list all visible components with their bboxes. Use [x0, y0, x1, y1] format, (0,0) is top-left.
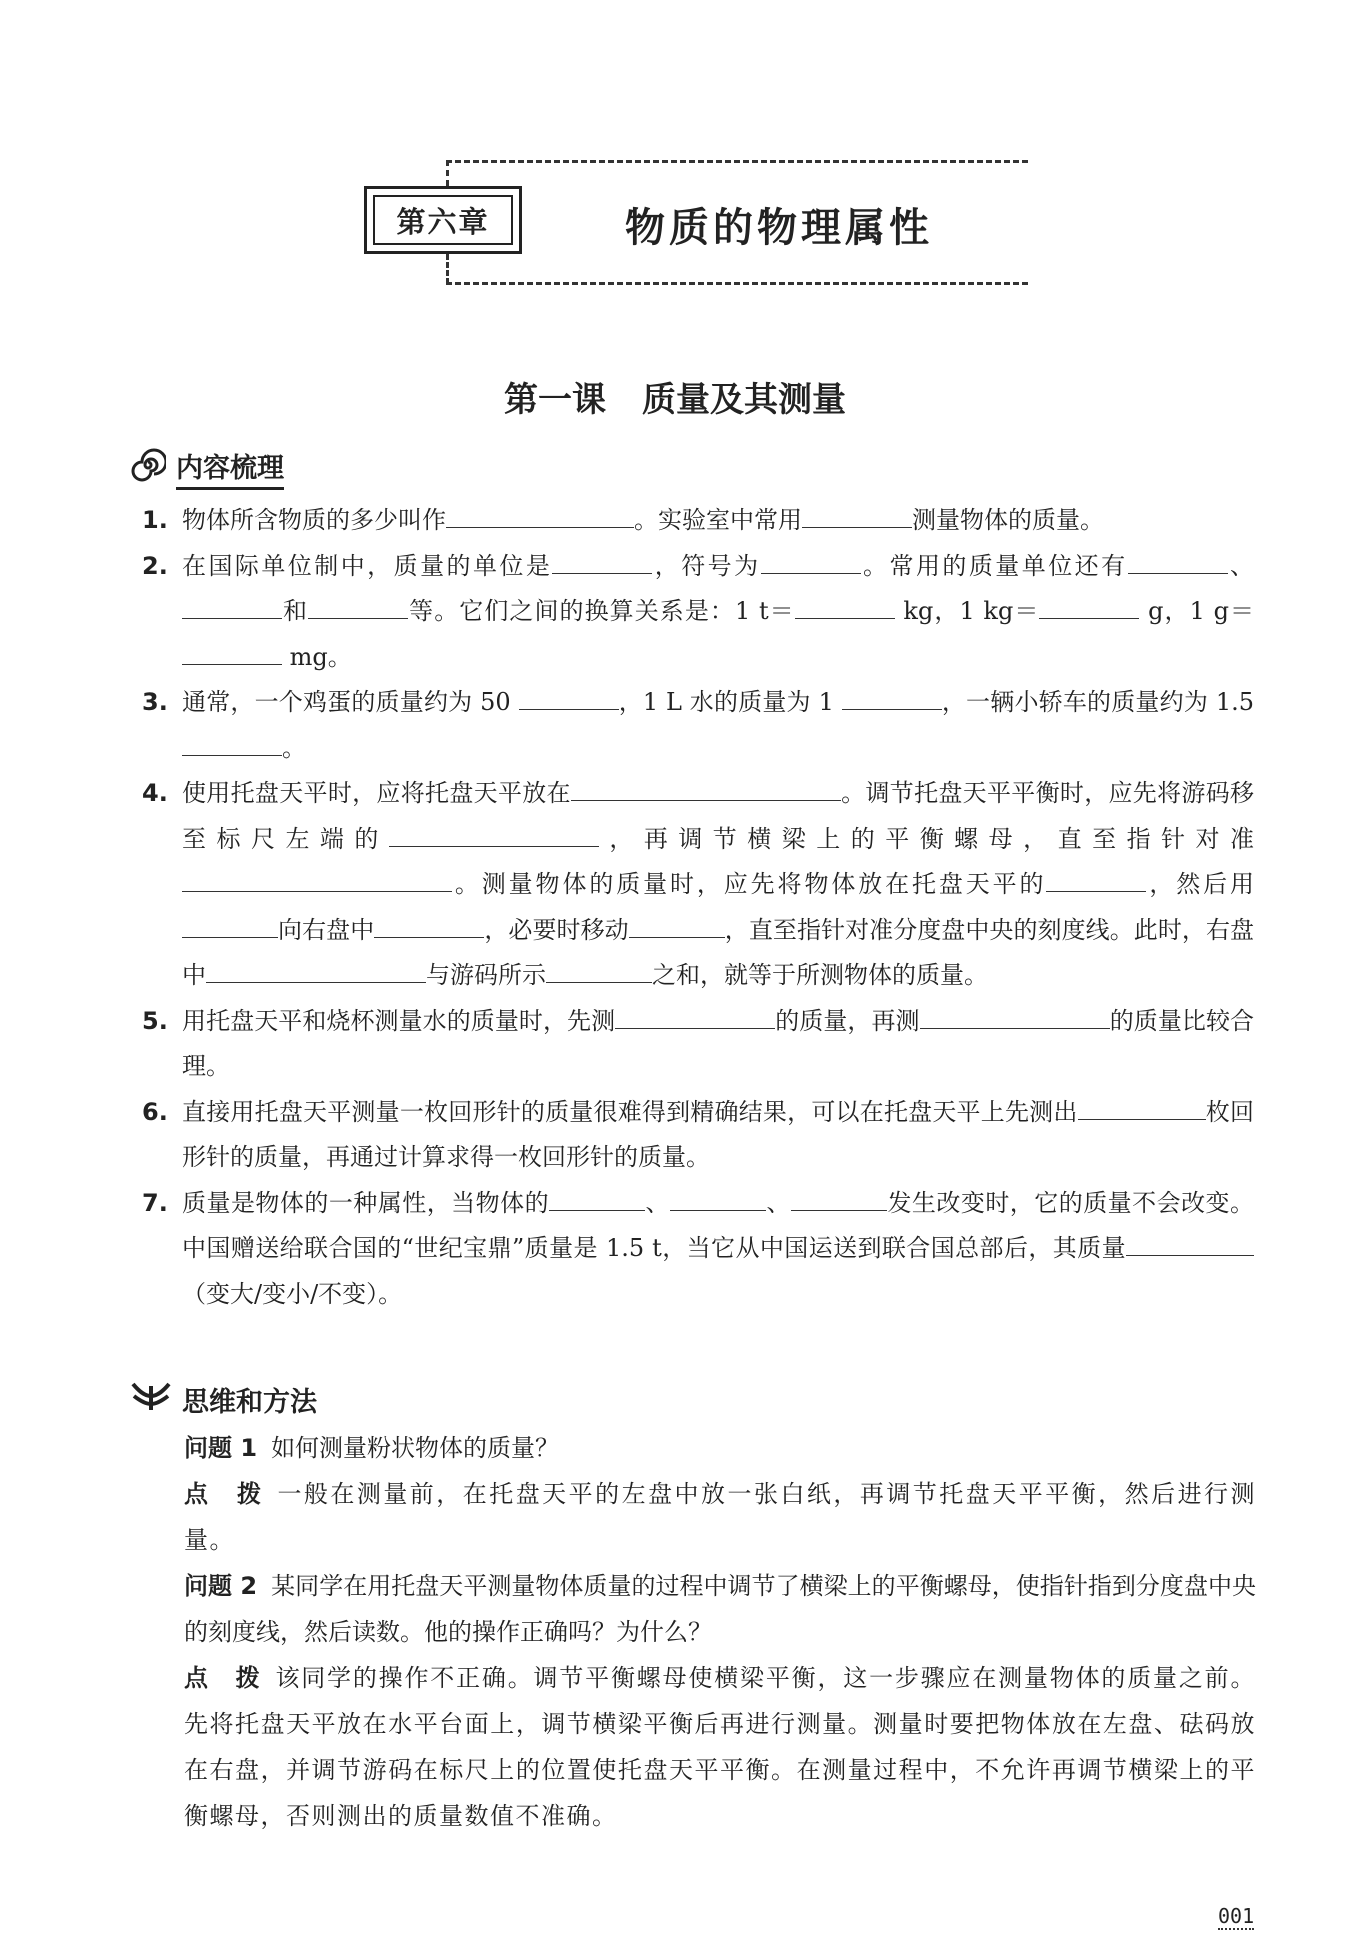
answer-blank[interactable] [549, 1182, 645, 1211]
question-2 [130, 1563, 1256, 1655]
answer-blank[interactable] [920, 1000, 1110, 1029]
hint-2 [130, 1655, 1256, 1839]
item-text: ，必要时移动 [484, 915, 629, 944]
chapter-frame-left-top [446, 160, 449, 186]
chapter-label: 第六章 [373, 195, 513, 245]
item-text: 质量是物体的一种属性，当物体的 [182, 1188, 550, 1217]
answer-blank[interactable] [546, 954, 652, 983]
list-item [142, 1090, 1254, 1181]
section-title-content: 内容梳理 [176, 446, 284, 490]
list-item [142, 1181, 1254, 1318]
item-text: 的质量，再测 [775, 1006, 920, 1035]
item-number: 3. [142, 688, 168, 716]
lesson-label: 第一课 [504, 380, 606, 420]
item-text: 、 [645, 1188, 671, 1217]
answer-blank[interactable] [519, 681, 619, 710]
item-text: ，符号为 [652, 551, 761, 580]
item-text: 。 [282, 733, 306, 762]
question-1 [130, 1425, 1256, 1471]
list-item [142, 544, 1254, 681]
answer-blank[interactable] [842, 681, 942, 710]
list-item [142, 680, 1254, 771]
item-text: 使用托盘天平时，应将托盘天平放在 [182, 779, 571, 807]
item-number: 1. [142, 506, 168, 534]
hint-text: 该同学的操作不正确。调节平衡螺母使横梁平衡，这一步骤应在测量物体的质量之前。先将托盘天平放在水平台面上，调节横梁平衡后再进行测量。测量时要把物体放在左盘、砝码放在右盘，并调节游码在标尺上的位置使托盘天平平衡。在测量过程中，不允许再调节横梁上的平衡螺母，否则测出的质量数值不准确。 [184, 1664, 1256, 1830]
item-text: 。常用的质量单位还有 [860, 551, 1128, 580]
question-label: 问题 1 [184, 1434, 258, 1462]
chapter-label-box [364, 186, 522, 254]
item-text: 在国际单位制中，质量的单位是 [182, 551, 553, 580]
answer-blank[interactable] [1128, 545, 1228, 574]
item-text: ，再调节横梁上的平衡螺母，直至指针对准 [598, 824, 1255, 853]
item-text: ，直至指针对准分度盘中央的刻度线。此时，右盘中 [182, 915, 1255, 989]
item-number: 5. [142, 1006, 168, 1035]
page-number: 001 [1218, 1904, 1255, 1928]
item-number: 2. [142, 551, 168, 580]
item-text: 发生改变时，它的质量不会改变。中国赠送给联合国的“世纪宝鼎”质量是 1.5 t，当它从中国运送到联合国总部后，其质量 [182, 1188, 1255, 1262]
chapter-frame-bottom [446, 282, 1028, 285]
answer-blank[interactable] [1039, 590, 1139, 619]
hint-1 [130, 1471, 1256, 1563]
answer-blank[interactable] [1126, 1227, 1254, 1256]
list-item [142, 771, 1254, 999]
item-text: 测量物体的质量。 [912, 506, 1104, 534]
item-text: g，1 g＝ [1139, 597, 1254, 625]
item-text: ，一辆小轿车的质量约为 1.5 [941, 688, 1255, 716]
item-text: 物体所含物质的多少叫作 [182, 506, 446, 534]
answer-blank[interactable] [374, 909, 484, 938]
answer-blank[interactable] [571, 772, 841, 801]
answer-blank[interactable] [802, 499, 912, 528]
hint-text: 一般在测量前，在托盘天平的左盘中放一张白纸，再调节托盘天平平衡，然后进行测量。 [184, 1480, 1257, 1554]
item-text: 之和，就等于所测物体的质量。 [652, 961, 988, 989]
item-number: 6. [142, 1097, 168, 1126]
answer-blank[interactable] [1078, 1091, 1206, 1120]
item-text: 直接用托盘天平测量一枚回形针的质量很难得到精确结果，可以在托盘天平上先测出 [182, 1097, 1078, 1126]
chapter-title: 物质的物理属性 [625, 204, 933, 251]
answer-blank[interactable] [761, 545, 861, 574]
item-text: 用托盘天平和烧杯测量水的质量时，先测 [182, 1006, 616, 1035]
item-number: 7. [142, 1188, 168, 1217]
answer-blank[interactable] [1046, 863, 1146, 892]
answer-blank[interactable] [670, 1182, 766, 1211]
hint-label: 点 拨 [184, 1664, 262, 1692]
item-text: 向右盘中 [278, 915, 375, 944]
item-number: 4. [142, 779, 168, 807]
item-text: 通常，一个鸡蛋的质量约为 50 [182, 688, 519, 716]
chapter-frame-top [446, 160, 1028, 163]
item-text: 、 [1227, 551, 1255, 580]
question-text: 如何测量粉状物体的质量？ [271, 1434, 560, 1462]
lesson-title [0, 372, 1350, 421]
answer-blank[interactable] [206, 954, 426, 983]
answer-blank[interactable] [182, 727, 282, 756]
item-text: mg。 [282, 642, 352, 671]
chapter-frame-left-bottom [446, 254, 449, 284]
method-section [130, 1425, 1256, 1839]
answer-blank[interactable] [389, 818, 599, 847]
answer-blank[interactable] [182, 909, 278, 938]
item-text: 等。它们之间的换算关系是：1 t＝ [408, 597, 795, 625]
item-text: 和 [282, 597, 309, 625]
item-text: ，1 L 水的质量为 1 [618, 688, 842, 716]
answer-blank[interactable] [795, 590, 895, 619]
answer-blank[interactable] [446, 499, 634, 528]
item-text: 枚回形针的质量，再通过计算求得一枚回形针的质量。 [182, 1097, 1255, 1171]
section-title-method: 思维和方法 [182, 1387, 317, 1418]
answer-blank[interactable] [552, 545, 652, 574]
list-item [142, 498, 1254, 544]
item-text: 。调节托盘天平平衡时，应先将游码移至标尺左端的 [182, 779, 1255, 853]
item-text: 。测量物体的质量时，应先将物体放在托盘天平的 [452, 870, 1047, 898]
item-text: ，然后用 [1146, 870, 1255, 898]
answer-blank[interactable] [308, 590, 408, 619]
answer-blank[interactable] [182, 863, 452, 892]
item-text: 。实验室中常用 [634, 506, 802, 534]
question-label: 问题 2 [184, 1572, 258, 1600]
answer-blank[interactable] [615, 1000, 775, 1029]
lesson-name: 质量及其测量 [642, 380, 846, 420]
spiral-icon [130, 447, 166, 490]
section-heading-content [130, 446, 284, 490]
item-text: kg，1 kg＝ [894, 597, 1040, 625]
item-text: 、 [766, 1188, 791, 1217]
plant-sprout-icon [130, 1380, 172, 1419]
answer-blank[interactable] [791, 1182, 887, 1211]
list-item [142, 999, 1254, 1090]
hint-label: 点 拨 [184, 1480, 264, 1508]
item-text: 的质量比较合理。 [182, 1006, 1255, 1080]
section-heading-method [130, 1380, 317, 1419]
answer-blank[interactable] [182, 636, 282, 665]
answer-blank[interactable] [182, 590, 282, 619]
content-items [142, 498, 1254, 1317]
item-text: 与游码所示 [426, 961, 546, 989]
question-text: 某同学在用托盘天平测量物体质量的过程中调节了横梁上的平衡螺母，使指针指到分度盘中央的刻度线，然后读数。他的操作正确吗？为什么？ [184, 1572, 1256, 1646]
item-text: （变大/变小/不变）。 [182, 1279, 403, 1308]
answer-blank[interactable] [629, 909, 725, 938]
